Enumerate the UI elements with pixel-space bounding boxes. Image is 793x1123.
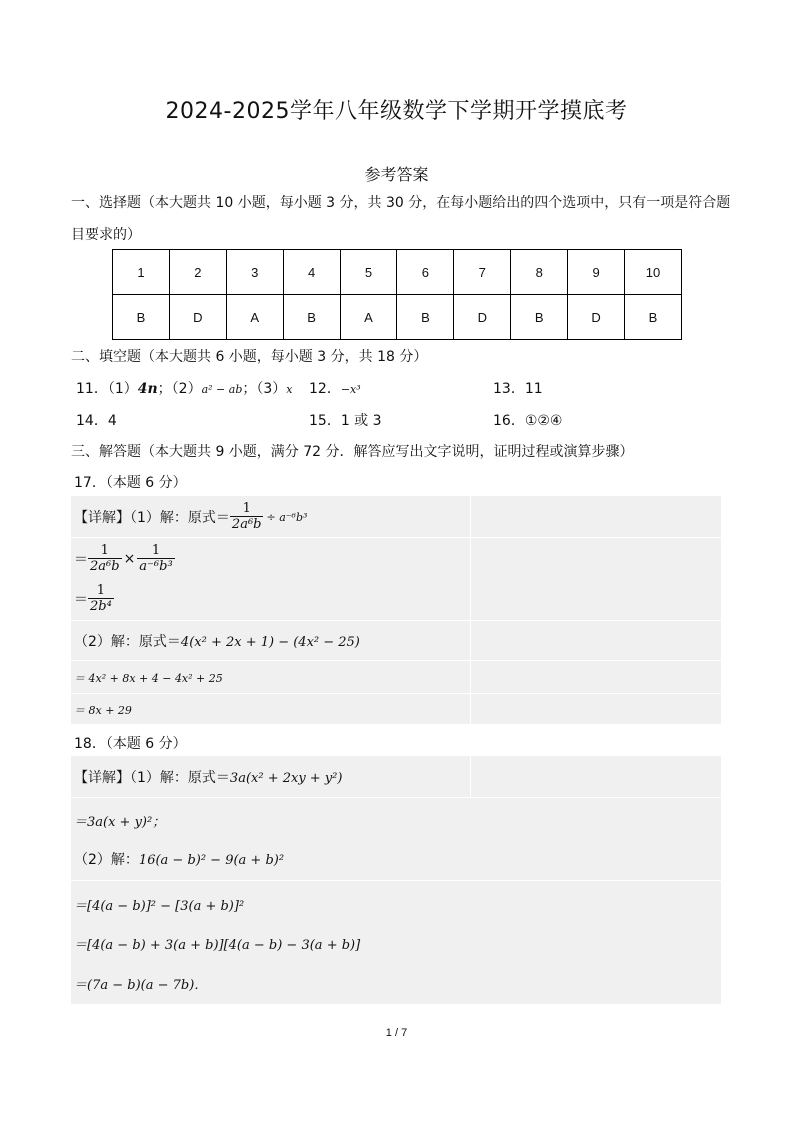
q11-answer-3: x bbox=[286, 383, 293, 396]
times-sign: × bbox=[123, 551, 136, 567]
answer-table-number-row bbox=[113, 250, 682, 295]
row-divider bbox=[71, 660, 721, 661]
table-cell: B bbox=[511, 295, 568, 340]
equals-sign: ＝ bbox=[74, 552, 88, 568]
table-cell: B bbox=[397, 295, 454, 340]
table-cell: 5 bbox=[340, 250, 397, 295]
equals-sign: ＝ bbox=[74, 592, 88, 608]
table-cell: 2 bbox=[169, 250, 226, 295]
q18-step-6: ＝(7a − b)(a − 7b)． bbox=[74, 978, 208, 993]
table-cell: 9 bbox=[568, 250, 625, 295]
q18-step-1-prefix: 【详解】（1）解：原式＝ bbox=[74, 770, 230, 786]
q14-answer: 14．4 bbox=[76, 413, 117, 429]
q17-step-4 bbox=[74, 631, 360, 651]
section1-header-line2: 目要求的） bbox=[71, 227, 141, 243]
q16-answer: 16．①②④ bbox=[493, 413, 563, 429]
section2-header: 二、填空题（本大题共 6 小题，每小题 3 分，共 18 分） bbox=[71, 349, 428, 365]
column-divider bbox=[470, 756, 471, 798]
table-cell: 10 bbox=[625, 250, 682, 295]
q17-header: 17．（本题 6 分） bbox=[74, 475, 187, 491]
fraction-denominator: 2a⁶b bbox=[90, 559, 120, 574]
q13-answer: 13．11 bbox=[493, 381, 543, 397]
row-divider bbox=[71, 620, 721, 621]
q17-step-6: ＝ 8x + 29 bbox=[74, 704, 132, 717]
q18-step-3-prefix: （2）解： bbox=[74, 852, 139, 868]
table-cell: D bbox=[568, 295, 625, 340]
table-cell: B bbox=[625, 295, 682, 340]
table-cell: B bbox=[283, 295, 340, 340]
fraction-denominator: 2a⁶b bbox=[231, 517, 262, 532]
q17-step-4-expr: 4(x² + 2x + 1) − (4x² − 25) bbox=[180, 635, 360, 650]
table-cell: D bbox=[454, 295, 511, 340]
row-divider bbox=[71, 880, 721, 881]
page-title: 2024-2025学年八年级数学下学期开学摸底考 bbox=[165, 99, 628, 124]
fraction-denominator: a⁻⁶b³ bbox=[139, 559, 173, 574]
q12-answer bbox=[309, 378, 361, 398]
q17-step-1 bbox=[74, 500, 307, 534]
q11-sep-1: ；（2） bbox=[157, 381, 202, 397]
q17-step-1-prefix: 【详解】（1）解：原式＝ bbox=[74, 510, 230, 526]
q17-step-5: ＝ 4x² + 8x + 4 − 4x² + 25 bbox=[74, 672, 223, 685]
page-subtitle: 参考答案 bbox=[364, 165, 429, 184]
q11-sep-2: ；（3） bbox=[242, 381, 287, 397]
row-divider bbox=[71, 797, 721, 798]
table-cell: 3 bbox=[226, 250, 283, 295]
q11-label: 11．（1） bbox=[76, 381, 138, 397]
q11-answer bbox=[76, 378, 293, 398]
fraction-numerator: 1 bbox=[242, 501, 251, 516]
q11-answer-1: 4n bbox=[137, 381, 158, 397]
table-cell: 8 bbox=[511, 250, 568, 295]
table-cell: A bbox=[340, 295, 397, 340]
answer-table-answer-row bbox=[113, 295, 682, 340]
section1-header-line1: 一、选择题（本大题共 10 小题，每小题 3 分，共 30 分，在每小题给出的四个选项中，只有一项是符合题 bbox=[71, 195, 731, 211]
fraction bbox=[137, 543, 174, 575]
q12-answer-value: −x³ bbox=[340, 383, 361, 396]
q18-step-4: ＝[4(a − b)]² − [3(a + b)]² bbox=[74, 899, 245, 914]
section3-header: 三、解答题（本大题共 9 小题，满分 72 分．解答应写出文字说明，证明过程或演算步骤） bbox=[71, 444, 634, 460]
q12-label: 12． bbox=[309, 381, 341, 397]
table-cell: D bbox=[169, 295, 226, 340]
q18-header: 18．（本题 6 分） bbox=[74, 736, 187, 752]
row-divider bbox=[71, 693, 721, 694]
q17-step-2 bbox=[74, 542, 175, 576]
table-cell: 4 bbox=[283, 250, 340, 295]
answer-table bbox=[112, 249, 682, 340]
q18-step-2: ＝3a(x + y)²； bbox=[74, 815, 166, 830]
table-cell: 6 bbox=[397, 250, 454, 295]
q17-step-1-tail: ÷ a⁻⁶b³ bbox=[266, 510, 308, 524]
row-divider bbox=[71, 537, 721, 538]
fraction-numerator: 1 bbox=[100, 543, 109, 558]
column-divider bbox=[470, 496, 471, 724]
q18-step-3 bbox=[74, 849, 284, 869]
fraction bbox=[88, 583, 114, 615]
q11-answer-2: a² − ab bbox=[201, 383, 243, 396]
page-number: 1 / 7 bbox=[385, 1027, 408, 1039]
q17-step-4-prefix: （2）解：原式＝ bbox=[74, 634, 181, 650]
fraction-numerator: 1 bbox=[96, 583, 106, 598]
q15-answer: 15．1 或 3 bbox=[309, 413, 382, 429]
fraction bbox=[88, 543, 122, 575]
fraction bbox=[230, 501, 264, 533]
table-cell: 1 bbox=[113, 250, 170, 295]
q18-step-1 bbox=[74, 767, 342, 787]
table-cell: 7 bbox=[454, 250, 511, 295]
q18-step-5: ＝[4(a − b) + 3(a + b)][4(a − b) − 3(a + b)] bbox=[74, 938, 361, 953]
q17-step-3 bbox=[74, 582, 114, 616]
q18-step-3-expr: 16(a − b)² − 9(a + b)² bbox=[138, 853, 285, 868]
table-cell: A bbox=[226, 295, 283, 340]
q18-step-1-expr: 3a(x² + 2xy + y²) bbox=[229, 771, 343, 786]
fraction-numerator: 1 bbox=[151, 543, 161, 558]
fraction-denominator: 2b⁴ bbox=[90, 599, 112, 614]
table-cell: B bbox=[113, 295, 170, 340]
